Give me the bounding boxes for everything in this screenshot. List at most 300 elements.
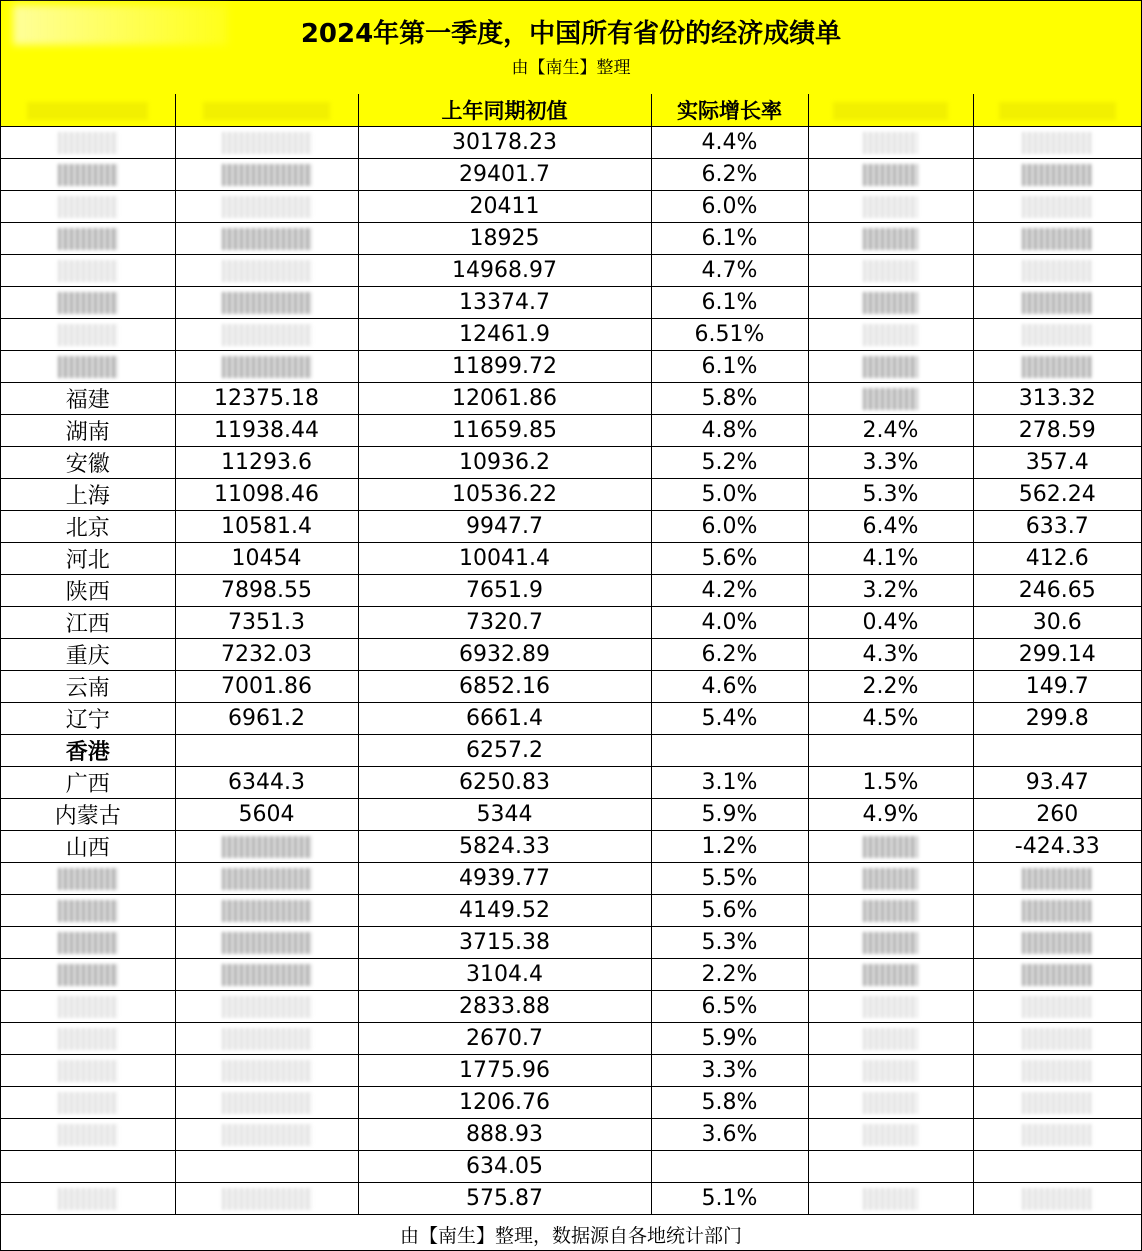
- cell-prev-initial: 29401.7: [358, 159, 651, 191]
- redacted-value: [1022, 932, 1092, 954]
- cell-nominal-growth: [808, 127, 973, 159]
- cell-gdp: [175, 863, 358, 895]
- cell-province: 福建: [1, 383, 175, 415]
- cell-province: 广西: [1, 767, 175, 799]
- cell-province: 北京: [1, 511, 175, 543]
- cell-real-growth: 1.2%: [651, 831, 808, 863]
- cell-real-growth: 5.8%: [651, 1087, 808, 1119]
- cell-province: [1, 1023, 175, 1055]
- cell-nominal-growth: 3.2%: [808, 575, 973, 607]
- cell-increase: [973, 1055, 1141, 1087]
- cell-province: 香港: [1, 735, 175, 767]
- cell-real-growth: 4.2%: [651, 575, 808, 607]
- table-row: [1, 927, 1141, 959]
- cell-gdp: [175, 831, 358, 863]
- cell-prev-initial: 20411: [358, 191, 651, 223]
- table-row: [1, 383, 1141, 415]
- redacted-value: [222, 292, 312, 314]
- cell-real-growth: 6.0%: [651, 191, 808, 223]
- cell-prev-initial: 634.05: [358, 1151, 651, 1183]
- redacted-value: [1022, 1124, 1092, 1146]
- cell-gdp: [175, 351, 358, 383]
- cell-prev-initial: 2833.88: [358, 991, 651, 1023]
- table-row: [1, 351, 1141, 383]
- cell-nominal-growth: [808, 383, 973, 415]
- cell-province: [1, 1055, 175, 1087]
- cell-gdp: 11293.6: [175, 447, 358, 479]
- cell-gdp: [175, 287, 358, 319]
- cell-gdp: 11938.44: [175, 415, 358, 447]
- redacted-value: [863, 1188, 918, 1210]
- redacted-value: [222, 260, 312, 282]
- redacted-value: [863, 260, 918, 282]
- cell-prev-initial: 13374.7: [358, 287, 651, 319]
- table-row: [1, 831, 1141, 863]
- redacted-value: [1022, 260, 1092, 282]
- cell-increase: [973, 895, 1141, 927]
- cell-province: [1, 927, 175, 959]
- cell-province: [1, 287, 175, 319]
- cell-real-growth: 5.4%: [651, 703, 808, 735]
- cell-nominal-growth: 4.5%: [808, 703, 973, 735]
- cell-prev-initial: 6932.89: [358, 639, 651, 671]
- cell-real-growth: 5.5%: [651, 863, 808, 895]
- table-row: [1, 863, 1141, 895]
- redacted-value: [1022, 196, 1092, 218]
- cell-increase: 246.65: [973, 575, 1141, 607]
- cell-real-growth: 6.1%: [651, 351, 808, 383]
- column-header-nominal: [808, 94, 973, 127]
- table-header-row: [1, 94, 1141, 127]
- cell-increase: 633.7: [973, 511, 1141, 543]
- cell-nominal-growth: [808, 1119, 973, 1151]
- redacted-value: [863, 964, 918, 986]
- cell-increase: 357.4: [973, 447, 1141, 479]
- redacted-value: [1022, 1060, 1092, 1082]
- cell-prev-initial: 10936.2: [358, 447, 651, 479]
- cell-province: 辽宁: [1, 703, 175, 735]
- cell-increase: [973, 863, 1141, 895]
- cell-real-growth: 6.1%: [651, 287, 808, 319]
- cell-nominal-growth: [808, 223, 973, 255]
- cell-nominal-growth: 6.4%: [808, 511, 973, 543]
- redacted-value: [222, 900, 312, 922]
- cell-real-growth: 5.9%: [651, 1023, 808, 1055]
- redacted-value: [863, 356, 918, 378]
- cell-province: [1, 319, 175, 351]
- cell-nominal-growth: 4.1%: [808, 543, 973, 575]
- column-header-province: [1, 94, 175, 127]
- cell-prev-initial: 12061.86: [358, 383, 651, 415]
- column-header-real-growth: 实际增长率: [651, 94, 808, 127]
- table-row: [1, 671, 1141, 703]
- cell-gdp: 7001.86: [175, 671, 358, 703]
- redacted-value: [222, 1124, 312, 1146]
- cell-increase: [973, 1151, 1141, 1183]
- cell-gdp: [175, 735, 358, 767]
- cell-gdp: 7898.55: [175, 575, 358, 607]
- redacted-value: [222, 1060, 312, 1082]
- cell-province: 内蒙古: [1, 799, 175, 831]
- cell-province: [1, 191, 175, 223]
- cell-prev-initial: 7320.7: [358, 607, 651, 639]
- cell-prev-initial: 7651.9: [358, 575, 651, 607]
- cell-increase: [973, 351, 1141, 383]
- cell-increase: [973, 1119, 1141, 1151]
- cell-increase: 412.6: [973, 543, 1141, 575]
- cell-province: 湖南: [1, 415, 175, 447]
- cell-real-growth: 5.1%: [651, 1183, 808, 1215]
- cell-province: 云南: [1, 671, 175, 703]
- cell-gdp: [175, 927, 358, 959]
- redacted-value: [222, 1092, 312, 1114]
- cell-gdp: [175, 159, 358, 191]
- cell-nominal-growth: [808, 191, 973, 223]
- cell-increase: [973, 959, 1141, 991]
- cell-gdp: 12375.18: [175, 383, 358, 415]
- redacted-value: [863, 196, 918, 218]
- cell-province: [1, 863, 175, 895]
- cell-province: 上海: [1, 479, 175, 511]
- cell-province: [1, 351, 175, 383]
- cell-nominal-growth: [808, 831, 973, 863]
- cell-gdp: 11098.46: [175, 479, 358, 511]
- cell-gdp: [175, 1023, 358, 1055]
- table-row: [1, 191, 1141, 223]
- cell-real-growth: 5.6%: [651, 543, 808, 575]
- redacted-value: [1022, 868, 1092, 890]
- redacted-value: [863, 132, 918, 154]
- redacted-value: [863, 1124, 918, 1146]
- cell-prev-initial: 10536.22: [358, 479, 651, 511]
- cell-prev-initial: 1206.76: [358, 1087, 651, 1119]
- table-row: [1, 735, 1141, 767]
- redacted-value: [58, 996, 118, 1018]
- cell-increase: [973, 127, 1141, 159]
- cell-nominal-growth: 0.4%: [808, 607, 973, 639]
- redacted-value: [58, 900, 118, 922]
- cell-increase: [973, 319, 1141, 351]
- cell-nominal-growth: [808, 351, 973, 383]
- cell-prev-initial: 5824.33: [358, 831, 651, 863]
- cell-province: [1, 895, 175, 927]
- cell-prev-initial: 6661.4: [358, 703, 651, 735]
- cell-nominal-growth: [808, 319, 973, 351]
- redacted-value: [863, 932, 918, 954]
- redacted-value: [863, 868, 918, 890]
- economy-table: [1, 94, 1141, 1215]
- cell-nominal-growth: 5.3%: [808, 479, 973, 511]
- redacted-value: [863, 1060, 918, 1082]
- cell-province: [1, 223, 175, 255]
- cell-nominal-growth: [808, 1055, 973, 1087]
- cell-gdp: [175, 991, 358, 1023]
- redacted-value: [58, 1188, 118, 1210]
- table-row: [1, 991, 1141, 1023]
- cell-prev-initial: 12461.9: [358, 319, 651, 351]
- cell-province: [1, 159, 175, 191]
- cell-increase: 313.32: [973, 383, 1141, 415]
- cell-nominal-growth: [808, 991, 973, 1023]
- cell-gdp: [175, 255, 358, 287]
- table-row: [1, 479, 1141, 511]
- cell-real-growth: 5.9%: [651, 799, 808, 831]
- cell-prev-initial: 2670.7: [358, 1023, 651, 1055]
- cell-nominal-growth: 4.3%: [808, 639, 973, 671]
- table-row: [1, 959, 1141, 991]
- redacted-value: [863, 900, 918, 922]
- redacted-value: [58, 292, 118, 314]
- redacted-value: [1022, 964, 1092, 986]
- cell-nominal-growth: 2.2%: [808, 671, 973, 703]
- cell-real-growth: 4.4%: [651, 127, 808, 159]
- table-row: [1, 575, 1141, 607]
- cell-nominal-growth: 1.5%: [808, 767, 973, 799]
- table-row: [1, 767, 1141, 799]
- cell-increase: 260: [973, 799, 1141, 831]
- cell-real-growth: 3.1%: [651, 767, 808, 799]
- cell-prev-initial: 3104.4: [358, 959, 651, 991]
- cell-real-growth: 2.2%: [651, 959, 808, 991]
- cell-prev-initial: 9947.7: [358, 511, 651, 543]
- cell-gdp: [175, 895, 358, 927]
- cell-real-growth: 5.3%: [651, 927, 808, 959]
- redacted-value: [58, 964, 118, 986]
- cell-gdp: [175, 1055, 358, 1087]
- table-row: [1, 799, 1141, 831]
- cell-real-growth: 5.0%: [651, 479, 808, 511]
- redacted-value: [222, 932, 312, 954]
- cell-prev-initial: 11899.72: [358, 351, 651, 383]
- cell-gdp: 6961.2: [175, 703, 358, 735]
- redacted-value: [222, 1028, 312, 1050]
- cell-gdp: [175, 191, 358, 223]
- cell-nominal-growth: [808, 1183, 973, 1215]
- cell-prev-initial: 575.87: [358, 1183, 651, 1215]
- cell-real-growth: 4.0%: [651, 607, 808, 639]
- table-row: [1, 895, 1141, 927]
- table-row: [1, 223, 1141, 255]
- cell-nominal-growth: [808, 1087, 973, 1119]
- cell-increase: [973, 287, 1141, 319]
- redacted-value: [222, 196, 312, 218]
- cell-prev-initial: 14968.97: [358, 255, 651, 287]
- redacted-value: [222, 964, 312, 986]
- cell-gdp: [175, 1183, 358, 1215]
- cell-gdp: [175, 127, 358, 159]
- redacted-value: [863, 836, 918, 858]
- cell-prev-initial: 11659.85: [358, 415, 651, 447]
- cell-nominal-growth: [808, 959, 973, 991]
- redacted-value: [222, 164, 312, 186]
- table-row: [1, 703, 1141, 735]
- cell-prev-initial: 6257.2: [358, 735, 651, 767]
- redacted-value: [58, 132, 118, 154]
- cell-gdp: 10581.4: [175, 511, 358, 543]
- redacted-value: [58, 1092, 118, 1114]
- cell-increase: [973, 991, 1141, 1023]
- cell-increase: 278.59: [973, 415, 1141, 447]
- table-row: [1, 1119, 1141, 1151]
- cell-increase: [973, 927, 1141, 959]
- cell-nominal-growth: 4.9%: [808, 799, 973, 831]
- table-row: [1, 415, 1141, 447]
- cell-province: 山西: [1, 831, 175, 863]
- cell-real-growth: 3.6%: [651, 1119, 808, 1151]
- cell-nominal-growth: [808, 927, 973, 959]
- redacted-value: [222, 228, 312, 250]
- redacted-value: [863, 292, 918, 314]
- redacted-value: [58, 1028, 118, 1050]
- cell-nominal-growth: [808, 1151, 973, 1183]
- redacted-value: [58, 324, 118, 346]
- cell-prev-initial: 6250.83: [358, 767, 651, 799]
- cell-real-growth: 4.8%: [651, 415, 808, 447]
- column-header-increase: [973, 94, 1141, 127]
- cell-province: 重庆: [1, 639, 175, 671]
- source-note: 由【南生】整理，数据源自各地统计部门: [399, 1225, 742, 1247]
- cell-nominal-growth: [808, 895, 973, 927]
- cell-increase: [973, 1183, 1141, 1215]
- cell-gdp: [175, 959, 358, 991]
- cell-real-growth: [651, 735, 808, 767]
- cell-province: [1, 255, 175, 287]
- cell-increase: 562.24: [973, 479, 1141, 511]
- cell-gdp: 6344.3: [175, 767, 358, 799]
- cell-real-growth: 4.7%: [651, 255, 808, 287]
- redacted-value: [222, 1188, 312, 1210]
- cell-gdp: 10454: [175, 543, 358, 575]
- cell-increase: 93.47: [973, 767, 1141, 799]
- cell-prev-initial: 6852.16: [358, 671, 651, 703]
- cell-real-growth: 6.51%: [651, 319, 808, 351]
- cell-nominal-growth: 3.3%: [808, 447, 973, 479]
- redacted-value: [58, 868, 118, 890]
- cell-nominal-growth: [808, 159, 973, 191]
- table-row: [1, 1087, 1141, 1119]
- cell-province: [1, 991, 175, 1023]
- page-title: 2024年第一季度，中国所有省份的经济成绩单: [300, 19, 842, 49]
- cell-prev-initial: 888.93: [358, 1119, 651, 1151]
- table-row: [1, 447, 1141, 479]
- redacted-value: [58, 1124, 118, 1146]
- redacted-value: [1022, 996, 1092, 1018]
- table-row: [1, 1055, 1141, 1087]
- cell-real-growth: 3.3%: [651, 1055, 808, 1087]
- table-row: [1, 287, 1141, 319]
- table-row: [1, 639, 1141, 671]
- cell-prev-initial: 18925: [358, 223, 651, 255]
- redacted-value: [1022, 132, 1092, 154]
- redacted-value: [222, 868, 312, 890]
- cell-gdp: [175, 1151, 358, 1183]
- redacted-value: [1022, 356, 1092, 378]
- cell-increase: [973, 735, 1141, 767]
- column-header-prev-initial: 上年同期初值: [358, 94, 651, 127]
- cell-real-growth: 4.6%: [651, 671, 808, 703]
- cell-province: 陕西: [1, 575, 175, 607]
- cell-prev-initial: 4149.52: [358, 895, 651, 927]
- redacted-value: [863, 1028, 918, 1050]
- cell-prev-initial: 3715.38: [358, 927, 651, 959]
- redacted-value: [58, 356, 118, 378]
- redacted-value: [222, 324, 312, 346]
- table-row: [1, 1183, 1141, 1215]
- redacted-value: [863, 388, 918, 410]
- redacted-value: [222, 836, 312, 858]
- cell-gdp: [175, 223, 358, 255]
- cell-real-growth: 6.1%: [651, 223, 808, 255]
- cell-gdp: 7351.3: [175, 607, 358, 639]
- cell-prev-initial: 10041.4: [358, 543, 651, 575]
- redacted-value: [863, 324, 918, 346]
- cell-gdp: 5604: [175, 799, 358, 831]
- cell-province: [1, 1087, 175, 1119]
- redacted-value: [863, 228, 918, 250]
- redacted-value: [1022, 1028, 1092, 1050]
- table-body: [1, 127, 1141, 1215]
- redacted-value: [222, 356, 312, 378]
- redacted-value: [222, 132, 312, 154]
- table-row: [1, 1023, 1141, 1055]
- table-row: [1, 255, 1141, 287]
- redacted-value: [58, 164, 118, 186]
- cell-real-growth: 6.2%: [651, 639, 808, 671]
- redacted-value: [1022, 1092, 1092, 1114]
- redacted-value: [58, 228, 118, 250]
- cell-increase: -424.33: [973, 831, 1141, 863]
- redacted-value: [222, 996, 312, 1018]
- redacted-value: [863, 164, 918, 186]
- cell-prev-initial: 1775.96: [358, 1055, 651, 1087]
- cell-nominal-growth: 2.4%: [808, 415, 973, 447]
- table-row: [1, 319, 1141, 351]
- cell-increase: [973, 255, 1141, 287]
- cell-real-growth: [651, 1151, 808, 1183]
- cell-gdp: 7232.03: [175, 639, 358, 671]
- column-header-gdp: [175, 94, 358, 127]
- redacted-value: [863, 996, 918, 1018]
- cell-real-growth: 6.5%: [651, 991, 808, 1023]
- table-row: [1, 127, 1141, 159]
- redacted-value: [58, 1060, 118, 1082]
- cell-province: 江西: [1, 607, 175, 639]
- cell-increase: [973, 159, 1141, 191]
- cell-nominal-growth: [808, 287, 973, 319]
- cell-gdp: [175, 1119, 358, 1151]
- redacted-value: [1022, 164, 1092, 186]
- table-row: [1, 1151, 1141, 1183]
- cell-real-growth: 5.8%: [651, 383, 808, 415]
- cell-prev-initial: 5344: [358, 799, 651, 831]
- page-subtitle: 由【南生】整理: [511, 58, 631, 78]
- table-row: [1, 511, 1141, 543]
- cell-nominal-growth: [808, 863, 973, 895]
- table-row: [1, 607, 1141, 639]
- redacted-value: [1022, 900, 1092, 922]
- cell-province: 河北: [1, 543, 175, 575]
- cell-increase: 149.7: [973, 671, 1141, 703]
- cell-increase: [973, 1023, 1141, 1055]
- redacted-value: [1022, 228, 1092, 250]
- cell-nominal-growth: [808, 255, 973, 287]
- cell-real-growth: 6.2%: [651, 159, 808, 191]
- redacted-value: [1022, 324, 1092, 346]
- cell-real-growth: 6.0%: [651, 511, 808, 543]
- cell-increase: 30.6: [973, 607, 1141, 639]
- cell-increase: [973, 191, 1141, 223]
- table-row: [1, 159, 1141, 191]
